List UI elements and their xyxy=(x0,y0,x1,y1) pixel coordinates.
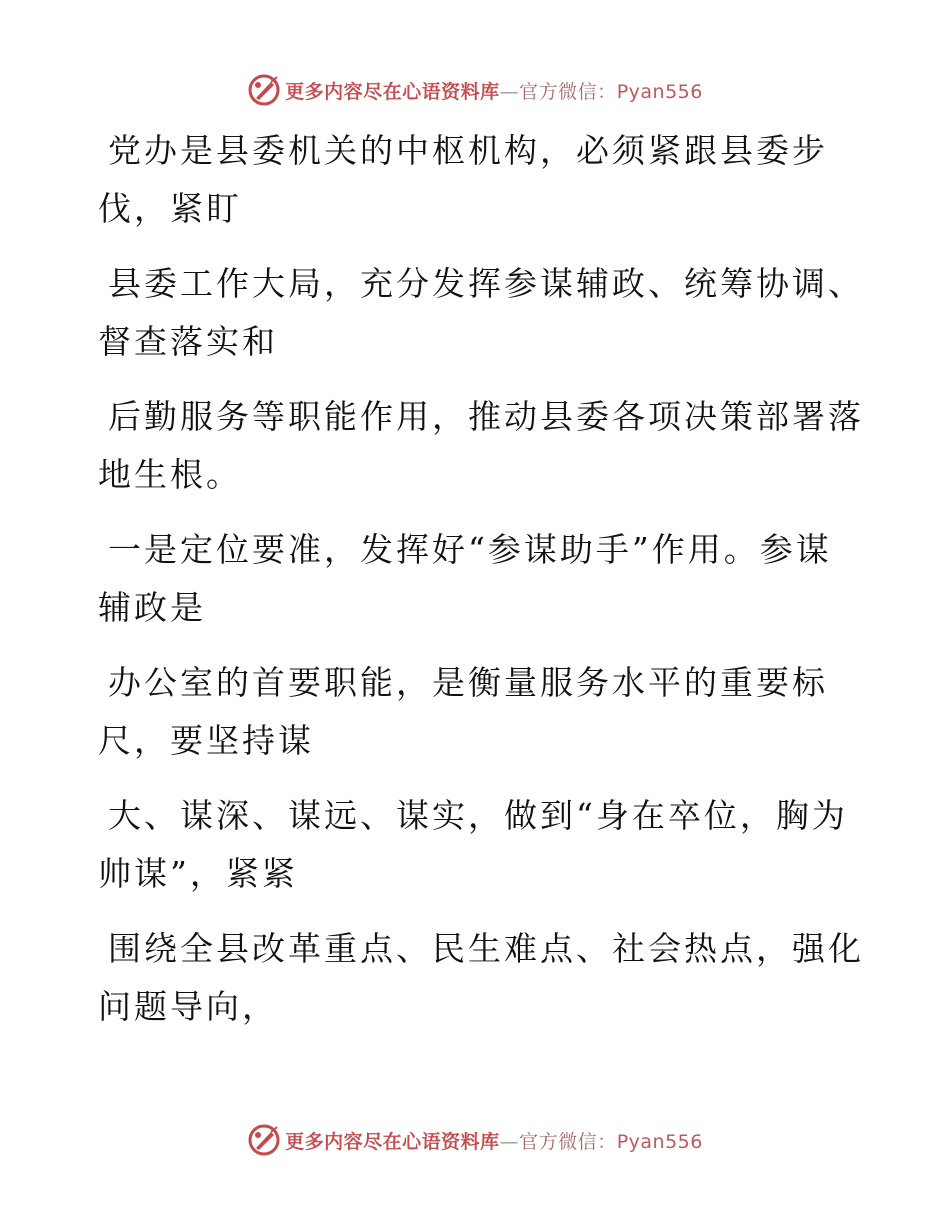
paragraph-line: 伐，紧盯 xyxy=(98,189,242,228)
header-wechat-label: 官方微信： xyxy=(519,80,617,103)
paragraph-line: 督查落实和 xyxy=(98,322,278,361)
paragraph-line: 办公室的首要职能，是衡量服务水平的重要标 xyxy=(108,663,828,702)
quill-logo-icon xyxy=(247,1123,281,1157)
paragraph xyxy=(98,122,838,238)
footer-brand: 更多内容尽在心语资料库 xyxy=(285,1130,500,1153)
paragraph xyxy=(98,388,864,504)
paragraph-line: 地生根。 xyxy=(98,455,242,494)
paragraph-line: 后勤服务等职能作用，推动县委各项决策部署落 xyxy=(108,397,864,436)
paragraph xyxy=(98,787,848,903)
header-watermark xyxy=(0,70,950,110)
paragraph-line: 问题导向， xyxy=(98,987,278,1026)
paragraph-line: 围绕全县改革重点、民生难点、社会热点，强化 xyxy=(108,929,864,968)
paragraph-line: 大、谋深、谋远、谋实，做到“身在卒位，胸为 xyxy=(108,796,848,835)
paragraph-line: 辅政是 xyxy=(98,588,206,627)
footer-watermark xyxy=(0,1120,950,1160)
footer-wechat-id: Pyan556 xyxy=(616,1130,703,1153)
header-wechat-id: Pyan556 xyxy=(616,80,703,103)
quill-logo-icon xyxy=(247,73,281,107)
header-brand: 更多内容尽在心语资料库 xyxy=(285,80,500,103)
paragraph xyxy=(98,255,864,371)
document-body xyxy=(98,122,864,1053)
paragraph-line: 县委工作大局，充分发挥参谋辅政、统筹协调、 xyxy=(108,264,864,303)
footer-wechat-label: 官方微信： xyxy=(519,1130,617,1153)
footer-banner-text xyxy=(285,1127,703,1154)
paragraph xyxy=(98,920,864,1036)
paragraph-line: 党办是县委机关的中枢机构，必须紧跟县委步 xyxy=(108,131,828,170)
paragraph-line: 帅谋”，紧紧 xyxy=(98,854,298,893)
header-separator: — xyxy=(499,80,520,103)
paragraph xyxy=(98,654,838,770)
paragraph xyxy=(98,521,838,637)
header-banner-text xyxy=(285,77,703,104)
footer-separator: — xyxy=(499,1130,520,1153)
paragraph-line: 一是定位要准，发挥好“参谋助手”作用。参谋 xyxy=(108,530,832,569)
paragraph-line: 尺，要坚持谋 xyxy=(98,721,314,760)
